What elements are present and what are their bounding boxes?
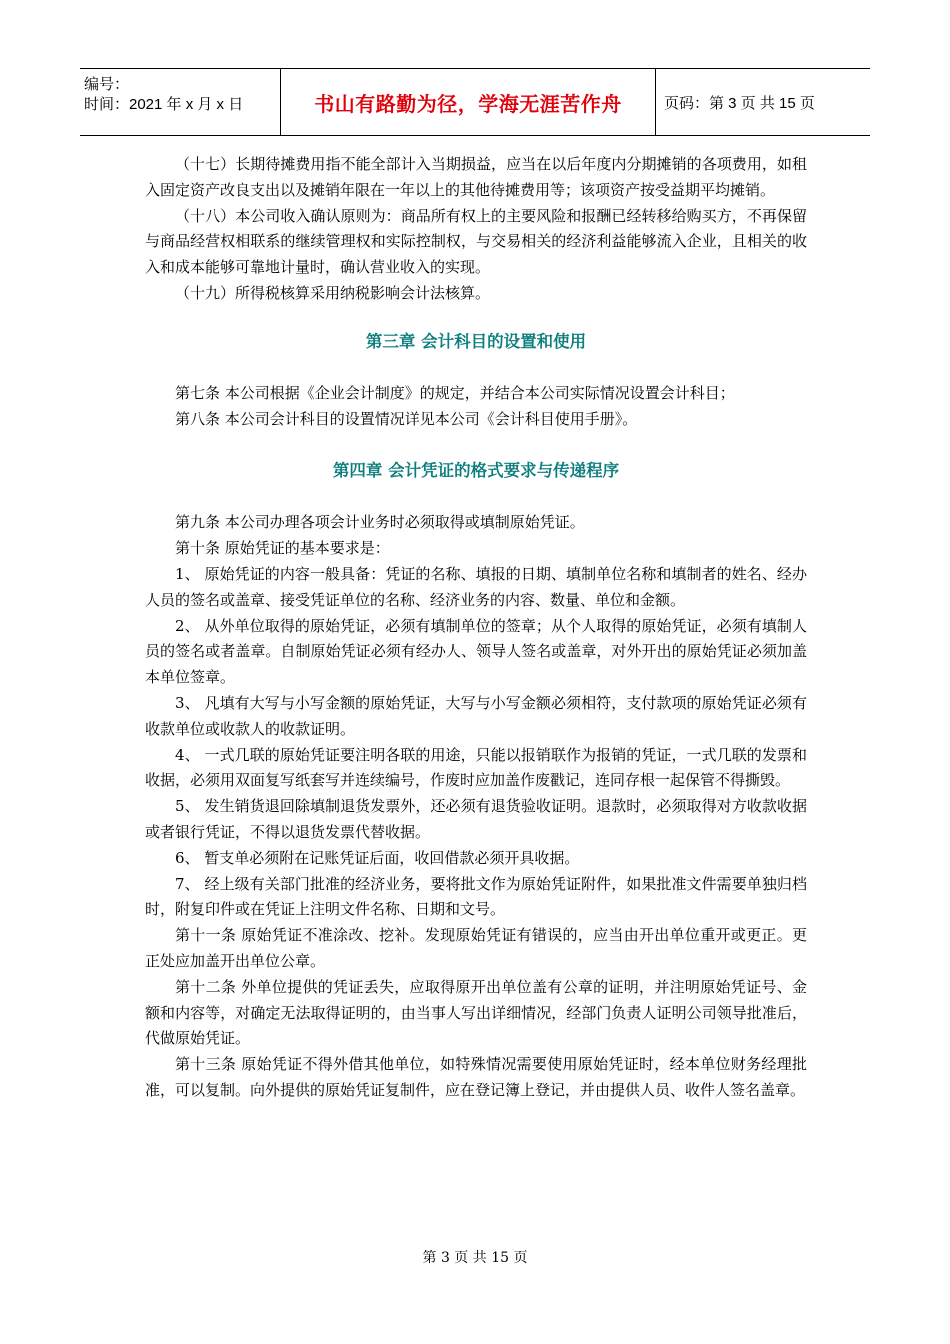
paragraph: （十七）长期待摊费用指不能全部计入当期损益，应当在以后年度内分期摊销的各项费用，如租入固定资产改良支出以及摊销年限在一年以上的其他待摊费用等；该项资产按受益期平均摊销。 — [145, 155, 807, 199]
paragraph: 4、 一式几联的原始凭证要注明各联的用途，只能以报销联作为报销的凭证，一式几联的发票和收据，必须用双面复写纸套写并连续编号，作废时应加盖作废戳记，连同存根一起保管不得撕毁。 — [145, 745, 807, 790]
paragraph: 第十三条 原始凭证不得外借其他单位，如特殊情况需要使用原始凭证时，经本单位财务经理批准，可以复制。向外提供的原始凭证复制件，应在登记簿上登记，并由提供人员、收件人签名盖章。 — [145, 1055, 807, 1099]
header-motto: 书山有路勤为径，学海无涯苦作舟 — [280, 69, 656, 135]
paragraph: （十八）本公司收入确认原则为：商品所有权上的主要风险和报酬已经转移给购买方，不再保留与商品经营权相联系的继续管理权和实际控制权，与交易相关的经济利益能够流入企业，且相关的收入和成本能够可靠地计量时，确认营业收入的实现。 — [145, 206, 807, 277]
paragraph: 第八条 本公司会计科目的设置情况详见本公司《会计科目使用手册》。 — [175, 409, 638, 428]
paragraph: 5、 发生销货退回除填制退货发票外，还必须有退货验收证明。退款时，必须取得对方收款收据或者银行凭证，不得以退货发票代替收据。 — [145, 797, 807, 841]
date-label: 时间：2021 年 x 月 x 日 — [84, 96, 244, 113]
doc-number-label: 编号： — [84, 76, 130, 93]
chapter-title: 第三章 会计科目的设置和使用 — [365, 331, 587, 351]
chapter-title: 第四章 会计凭证的格式要求与传递程序 — [332, 461, 620, 481]
page-header — [80, 68, 870, 136]
page-footer: 第 3 页 共 15 页 — [422, 1250, 528, 1266]
spacer — [145, 432, 807, 458]
paragraph: 第十条 原始凭证的基本要求是： — [175, 539, 390, 558]
paragraph: 第十一条 原始凭证不准涂改、挖补。发现原始凭证有错误的，应当由开出单位重开或更正。更正处应加盖开出单位公章。 — [145, 926, 807, 970]
header-meta — [80, 69, 280, 135]
paragraph: 2、 从外单位取得的原始凭证，必须有填制单位的签章；从个人取得的原始凭证，必须有填制人员的签名或者盖章。自制原始凭证必须有经办人、领导人签名或盖章，对外开出的原始凭证必须加盖本单位签章。 — [145, 616, 807, 687]
paragraph: 第九条 本公司办理各项会计业务时必须取得或填制原始凭证。 — [175, 513, 585, 532]
paragraph: 第七条 本公司根据《企业会计制度》的规定，并结合本公司实际情况设置会计科目； — [175, 383, 735, 402]
header-page-number: 页码：第 3 页 共 15 页 — [664, 94, 815, 112]
spacer — [145, 484, 807, 510]
document-body — [145, 152, 807, 1104]
spacer — [145, 355, 807, 381]
paragraph: 6、 暂支单必须附在记账凭证后面，收回借款必须开具收据。 — [175, 848, 580, 867]
paragraph: 1、 原始凭证的内容一般具备：凭证的名称、填报的日期、填制单位名称和填制者的姓名、经办人员的签名或盖章、接受凭证单位的名称、经济业务的内容、数量、单位和金额。 — [145, 564, 807, 609]
paragraph: （十九）所得税核算采用纳税影响会计法核算。 — [175, 283, 491, 302]
paragraph: 3、 凡填有大写与小写金额的原始凭证，大写与小写金额必须相符，支付款项的原始凭证必须有收款单位或收款人的收款证明。 — [145, 693, 807, 738]
paragraph: 第十二条 外单位提供的凭证丢失，应取得原开出单位盖有公章的证明，并注明原始凭证号、金额和内容等，对确定无法取得证明的，由当事人写出详细情况，经部门负责人证明公司领导批准后，代做原始凭证。 — [145, 977, 807, 1048]
paragraph: 7、 经上级有关部门批准的经济业务，要将批文作为原始凭证附件，如果批准文件需要单独归档时，附复印件或在凭证上注明文件名称、日期和文号。 — [145, 874, 807, 919]
